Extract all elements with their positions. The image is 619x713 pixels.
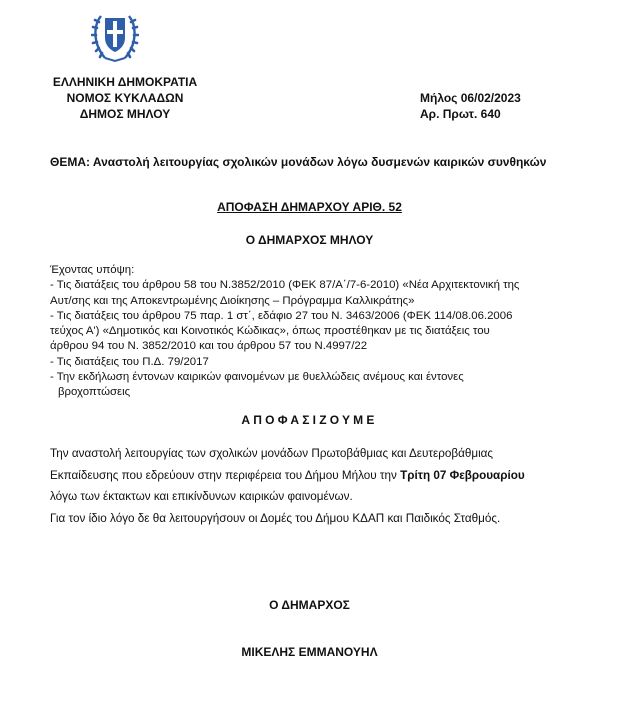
decision-line: λόγω των έκτακτων και επικίνδυνων καιρικών φαινομένων. (50, 490, 353, 503)
considering-section (50, 263, 600, 401)
considering-item: - Τις διατάξεις του άρθρου 75 παρ. 1 στ΄, εδάφιο 27 του Ν. 3463/2006 (ΦΕΚ 114/08.06.2006 (50, 309, 513, 322)
document-date: Μήλος 06/02/2023 (420, 91, 521, 105)
issuer-municipality: ΔΗΜΟΣ ΜΗΛΟΥ (79, 107, 171, 121)
considering-heading: Έχοντας υπόψη: (50, 264, 135, 276)
considering-item-cont: τεύχος Α') «Δημοτικός και Κοινοτικός Κώδικας», όπως προστέθηκαν με τις διατάξεις του (50, 325, 490, 338)
considering-item: - Την εκδήλωση έντονων καιρικών φαινομένων με θυελλώδεις ανέμους και έντονες (50, 371, 464, 384)
considering-item: - Τις διατάξεις του Π.Δ. 79/2017 (50, 355, 209, 368)
mayor-title: Ο ΔΗΜΑΡΧΟΣ ΜΗΛΟΥ (245, 233, 374, 247)
decide-heading: ΑΠΟΦΑΣΙΖΟΥΜΕ (241, 413, 378, 427)
decision-title: ΑΠΟΦΑΣΗ ΔΗΜΑΡΧΟΥ ΑΡΙΘ. 52 (217, 200, 402, 214)
considering-item-cont: άρθρου 94 του Ν. 3852/2010 και του άρθρου 57 του Ν.4997/22 (50, 340, 368, 353)
decision-date-highlight: Τρίτη 07 Φεβρουαρίου (400, 468, 525, 482)
date-protocol-block (420, 90, 521, 122)
greek-emblem-icon (91, 8, 139, 64)
considering-item-cont: Αυτ/σης και της Αποκεντρωμένης Διοίκησης – Πρόγραμμα Καλλικράτης» (50, 294, 415, 307)
issuer-prefecture: ΝΟΜΟΣ ΚΥΚΛΑΔΩΝ (66, 91, 184, 105)
issuer-country: ΕΛΛΗΝΙΚΗ ΔΗΜΟΚΡΑΤΙΑ (52, 75, 198, 89)
considering-item-cont: βροχοπτώσεις (58, 386, 131, 399)
decision-line: Για τον ίδιο λόγο δε θα λειτουργήσουν οι Δομές του Δήμου ΚΔΑΠ και Παιδικός Σταθμός. (50, 511, 501, 525)
subject-line: ΘΕΜΑ: Αναστολή λειτουργίας σχολικών μονάδων λόγω δυσμενών καιρικών συνθηκών (50, 155, 547, 169)
decision-line: Εκπαίδευσης που εδρεύουν στην περιφέρεια του Δήμου Μήλου την Τρίτη 07 Φεβρουαρίου (50, 468, 525, 482)
decision-body (50, 443, 600, 529)
protocol-number: Αρ. Πρωτ. 640 (420, 107, 501, 121)
considering-item: - Τις διατάξεις του άρθρου 58 του Ν.3852/2010 (ΦΕΚ 87/Α΄/7-6-2010) «Νέα Αρχιτεκτονική της (50, 279, 520, 292)
issuer-block (0, 74, 250, 122)
signature-name: ΜΙΚΕΛΗΣ ΕΜΜΑΝΟΥΗΛ (241, 645, 378, 659)
signature-role: Ο ΔΗΜΑΡΧΟΣ (269, 598, 350, 612)
decision-line: Την αναστολή λειτουργίας των σχολικών μονάδων Πρωτοβάθμιας και Δευτεροβάθμιας (50, 447, 494, 460)
